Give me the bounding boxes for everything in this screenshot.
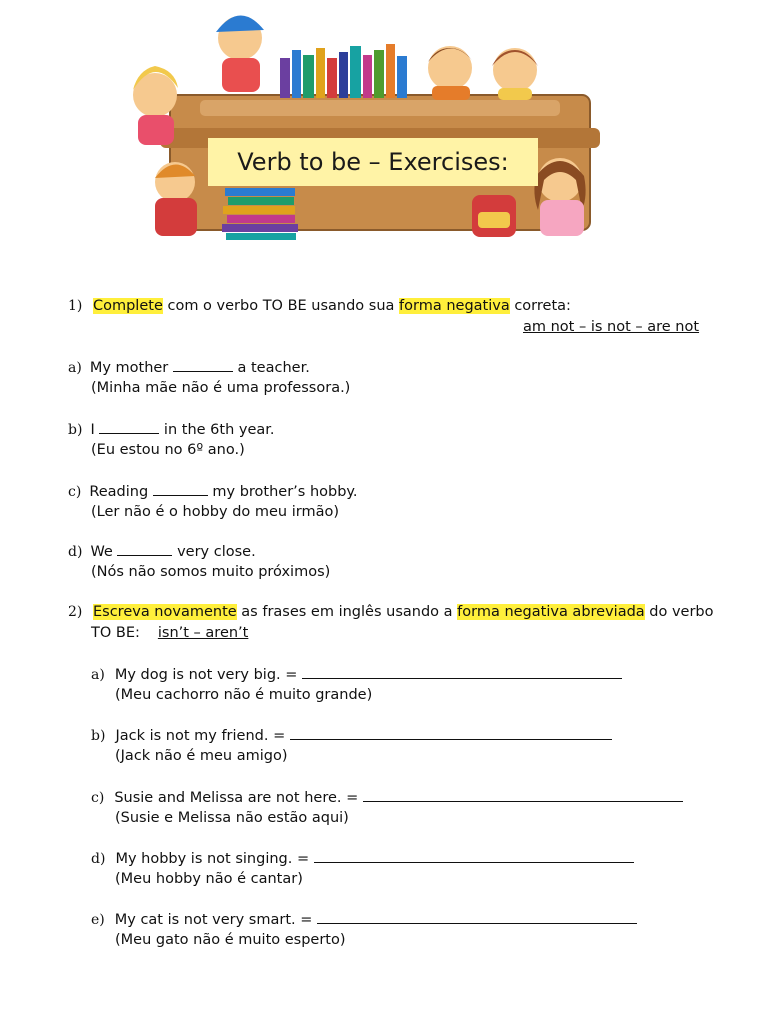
q1-item-translation: (Ler não é o hobby do meu irmão) bbox=[91, 504, 340, 520]
q2-item bbox=[91, 725, 612, 746]
item-letter: b) bbox=[91, 728, 106, 744]
item-sentence: My hobby is not singing. = bbox=[115, 851, 314, 867]
kid-boy-cap-icon bbox=[216, 15, 264, 92]
answer-blank[interactable] bbox=[173, 357, 233, 372]
kid-boy-tablet-icon bbox=[155, 162, 197, 236]
q2-item bbox=[91, 664, 622, 685]
q2-options: isn’t – aren’t bbox=[157, 625, 249, 641]
q2-instruction-line2 bbox=[91, 623, 248, 643]
item-letter: c) bbox=[68, 484, 82, 500]
kid-girl-left-icon bbox=[133, 66, 178, 145]
q1-item bbox=[68, 419, 275, 440]
item-sentence-end: a teacher. bbox=[232, 360, 310, 376]
item-letter: a) bbox=[68, 360, 82, 376]
item-letter: b) bbox=[68, 422, 83, 438]
q1-item bbox=[68, 481, 358, 502]
answer-blank[interactable] bbox=[99, 419, 159, 434]
item-letter: a) bbox=[91, 667, 105, 683]
q1-highlight-complete: Complete bbox=[92, 298, 163, 314]
q2-text: as frases em inglês usando a bbox=[236, 604, 458, 620]
header-illustration bbox=[130, 0, 630, 250]
q2-highlight-abbrev: forma negativa abreviada bbox=[457, 604, 645, 620]
item-sentence-end: my brother’s hobby. bbox=[207, 484, 358, 500]
q1-options: am not – is not – are not bbox=[523, 319, 700, 335]
worksheet-title: Verb to be – Exercises: bbox=[208, 138, 538, 186]
q1-item bbox=[68, 357, 310, 378]
q2-item-translation: (Meu cachorro não é muito grande) bbox=[115, 687, 373, 703]
kid-girl-right-icon bbox=[492, 48, 538, 100]
answer-line[interactable] bbox=[314, 848, 634, 863]
item-sentence: My cat is not very smart. = bbox=[114, 912, 317, 928]
item-sentence-start: We bbox=[90, 544, 118, 560]
item-letter: d) bbox=[68, 544, 83, 560]
q2-item-translation: (Jack não é meu amigo) bbox=[115, 748, 288, 764]
answer-line[interactable] bbox=[363, 787, 683, 802]
q1-item-translation: (Minha mãe não é uma professora.) bbox=[91, 380, 351, 396]
item-letter: c) bbox=[91, 790, 105, 806]
q2-item bbox=[91, 909, 637, 930]
item-sentence: Jack is not my friend. = bbox=[115, 728, 290, 744]
item-sentence-start: I bbox=[90, 422, 100, 438]
q2-item-translation: (Meu gato não é muito esperto) bbox=[115, 932, 346, 948]
q1-text: com o verbo TO BE usando sua bbox=[162, 298, 400, 314]
item-sentence: My dog is not very big. = bbox=[114, 667, 303, 683]
answer-line[interactable] bbox=[290, 725, 612, 740]
q2-tobe: TO BE: bbox=[91, 625, 140, 641]
answer-line[interactable] bbox=[302, 664, 622, 679]
item-sentence-start: My mother bbox=[89, 360, 173, 376]
header-banner-art bbox=[130, 0, 630, 250]
q2-item-translation: (Meu hobby não é cantar) bbox=[115, 871, 303, 887]
q1-highlight-negative: forma negativa bbox=[399, 298, 510, 314]
q2-item bbox=[91, 787, 683, 808]
item-letter: e) bbox=[91, 912, 105, 928]
item-sentence-end: in the 6th year. bbox=[159, 422, 275, 438]
q2-highlight-rewrite: Escreva novamente bbox=[92, 604, 237, 620]
q2-text-end: do verbo bbox=[644, 604, 714, 620]
q1-text-end: correta: bbox=[509, 298, 571, 314]
item-sentence: Susie and Melissa are not here. = bbox=[114, 790, 363, 806]
answer-line[interactable] bbox=[317, 909, 637, 924]
book-stack-icon bbox=[222, 188, 298, 240]
q2-number: 2) bbox=[68, 604, 83, 620]
q2-item bbox=[91, 848, 634, 869]
item-letter: d) bbox=[91, 851, 106, 867]
answer-blank[interactable] bbox=[153, 481, 208, 496]
books-icon bbox=[280, 44, 407, 98]
q1-instruction bbox=[68, 296, 571, 316]
q1-item-translation: (Nós não somos muito próximos) bbox=[91, 564, 331, 580]
item-sentence-end: very close. bbox=[172, 544, 256, 560]
answer-blank[interactable] bbox=[117, 541, 172, 556]
q2-item-translation: (Susie e Melissa não estão aqui) bbox=[115, 810, 349, 826]
q2-instruction bbox=[68, 602, 714, 622]
item-sentence-start: Reading bbox=[89, 484, 153, 500]
kid-boy-right-icon bbox=[428, 46, 472, 100]
q1-item-translation: (Eu estou no 6º ano.) bbox=[91, 442, 245, 458]
backpack-icon bbox=[472, 195, 516, 237]
q1-number: 1) bbox=[68, 298, 83, 314]
q1-item bbox=[68, 541, 256, 562]
